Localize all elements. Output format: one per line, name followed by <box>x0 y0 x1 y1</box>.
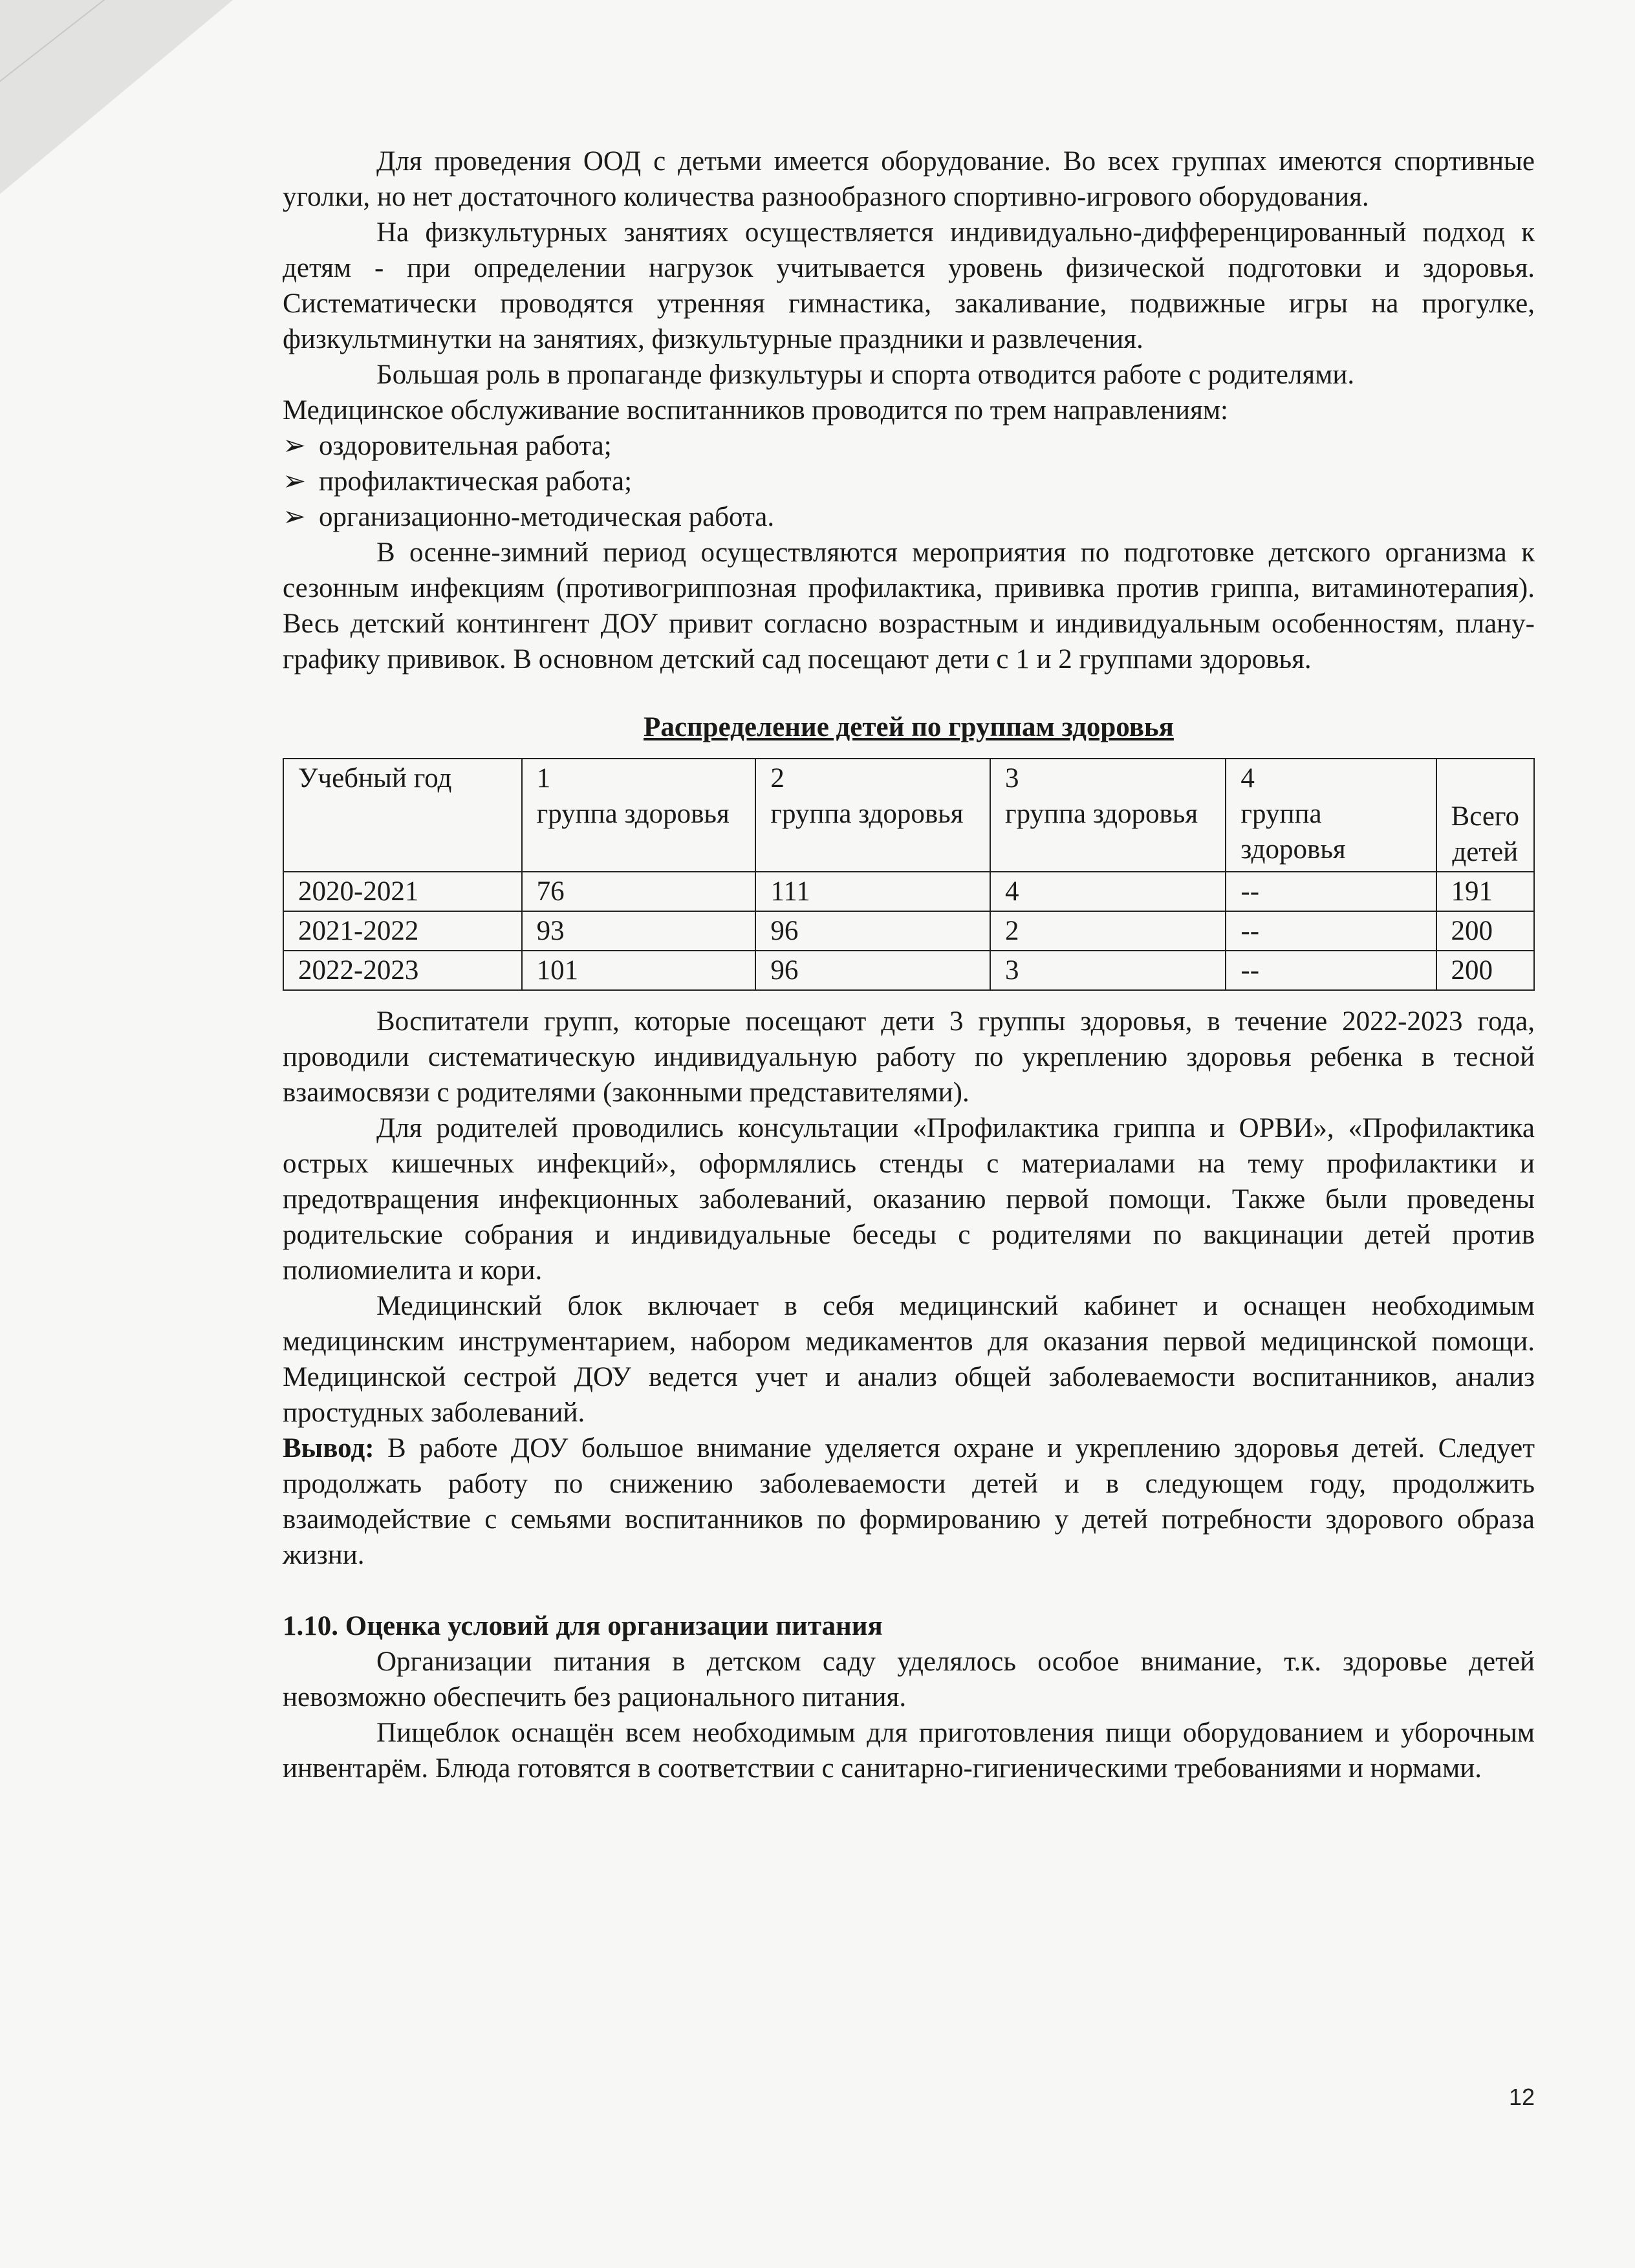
arrow-bullet-icon: ➢ <box>283 466 307 497</box>
medical-directions-list <box>283 428 1535 535</box>
paragraph-medical-intro: Медицинское обслуживание воспитанников проводится по трем направлениям: <box>283 395 1228 426</box>
conclusion-text: В работе ДОУ большое внимание уделяется охране и укреплению здоровья детей. Следует продолжать работу по снижению заболеваемости детей и в следующем году, продолжить взаимодействие с семьями воспитанников по формированию у детей потребности здорового образа жизни. <box>283 1433 1535 1570</box>
table-row: 2021-2022 93 96 2 -- 200 <box>283 911 1534 951</box>
paragraph-equipment: Для проведения ООД с детьми имеется оборудование. Во всех группах имеются спортивные уголки, но нет достаточного количества разнообразного спортивно-игрового оборудования. <box>283 146 1535 212</box>
table-header-row <box>283 759 1534 872</box>
paragraph-physical-education: На физкультурных занятиях осуществляется индивидуально-дифференцированный подход к детям - при определении нагрузок учитывается уровень физической подготовки и здоровья. Систематически проводятся утренняя гимнастика, закаливание, подвижные игры на прогулке, физкультминутки на занятиях, физкультурные праздники и развлечения. <box>283 217 1535 354</box>
header-group-1: 1 группа здоровья <box>522 759 756 872</box>
list-item: ➢ профилактическая работа; <box>283 464 1535 499</box>
paragraph-parents-role: Большая роль в пропаганде физкультуры и спорта отводится работе с родителями. <box>376 360 1355 390</box>
arrow-bullet-icon: ➢ <box>283 431 307 461</box>
table-row: 2022-2023 101 96 3 -- 200 <box>283 951 1534 990</box>
folded-page-corner <box>0 0 233 194</box>
header-group-3: 3 группа здоровья <box>990 759 1226 872</box>
paragraph-kitchen: Пищеблок оснащён всем необходимым для приготовления пищи оборудованием и уборочным инвентарём. Блюда готовятся в соответствии с санитарно-гигиеническими требованиями и нормами. <box>283 1718 1535 1784</box>
header-group-2: 2 группа здоровья <box>755 759 990 872</box>
paragraph-consultations: Для родителей проводились консультации «Профилактика гриппа и ОРВИ», «Профилактика острых кишечных инфекций», оформлялись стенды с материалами на тему профилактики и предотвращения инфекционных заболеваний, оказанию первой помощи. Также были проведены родительские собрания и индивидуальные беседы с родителями по вакцинации детей против полиомиелита и кори. <box>283 1113 1535 1286</box>
header-group-4: 4 группа здоровья <box>1226 759 1436 872</box>
paragraph-teachers-work: Воспитатели групп, которые посещают дети 3 группы здоровья, в течение 2022-2023 года, проводили систематическую индивидуальную работу по укреплению здоровья ребенка в тесной взаимосвязи с родителями (законными представителями). <box>283 1006 1535 1108</box>
list-item: ➢ организационно-методическая работа. <box>283 499 1535 535</box>
header-year: Учебный год <box>283 759 522 872</box>
section-heading: 1.10. Оценка условий для организации питания <box>283 1611 883 1641</box>
paragraph-nutrition: Организации питания в детском саду уделялось особое внимание, т.к. здоровье детей невозможно обеспечить без рационального питания. <box>283 1647 1535 1712</box>
table-title: Распределение детей по группам здоровья <box>644 712 1174 742</box>
health-groups-table <box>283 758 1535 991</box>
arrow-bullet-icon: ➢ <box>283 502 307 532</box>
document-page <box>283 144 1535 1786</box>
paragraph-autumn-winter: В осенне-зимний период осуществляются мероприятия по подготовке детского организма к сезонным инфекциям (противогриппозная профилактика, прививка против гриппа, витаминотерапия). Весь детский контингент ДОУ привит согласно возрастным и индивидуальным особенностям, плану-графику прививок. В основном детский сад посещают дети с 1 и 2 группами здоровья. <box>283 537 1535 675</box>
conclusion-label: Вывод: <box>283 1433 374 1463</box>
table-row: 2020-2021 76 111 4 -- 191 <box>283 872 1534 911</box>
paragraph-conclusion <box>283 1431 1535 1573</box>
list-item: ➢ оздоровительная работа; <box>283 428 1535 464</box>
header-total: Всего детей <box>1436 759 1534 872</box>
paragraph-medical-unit: Медицинский блок включает в себя медицинский кабинет и оснащен необходимым медицинским инструментарием, набором медикаментов для оказания первой медицинской помощи. Медицинской сестрой ДОУ ведется учет и анализ общей заболеваемости воспитанников, анализ простудных заболеваний. <box>283 1291 1535 1428</box>
page-number: 12 <box>1508 2084 1535 2110</box>
